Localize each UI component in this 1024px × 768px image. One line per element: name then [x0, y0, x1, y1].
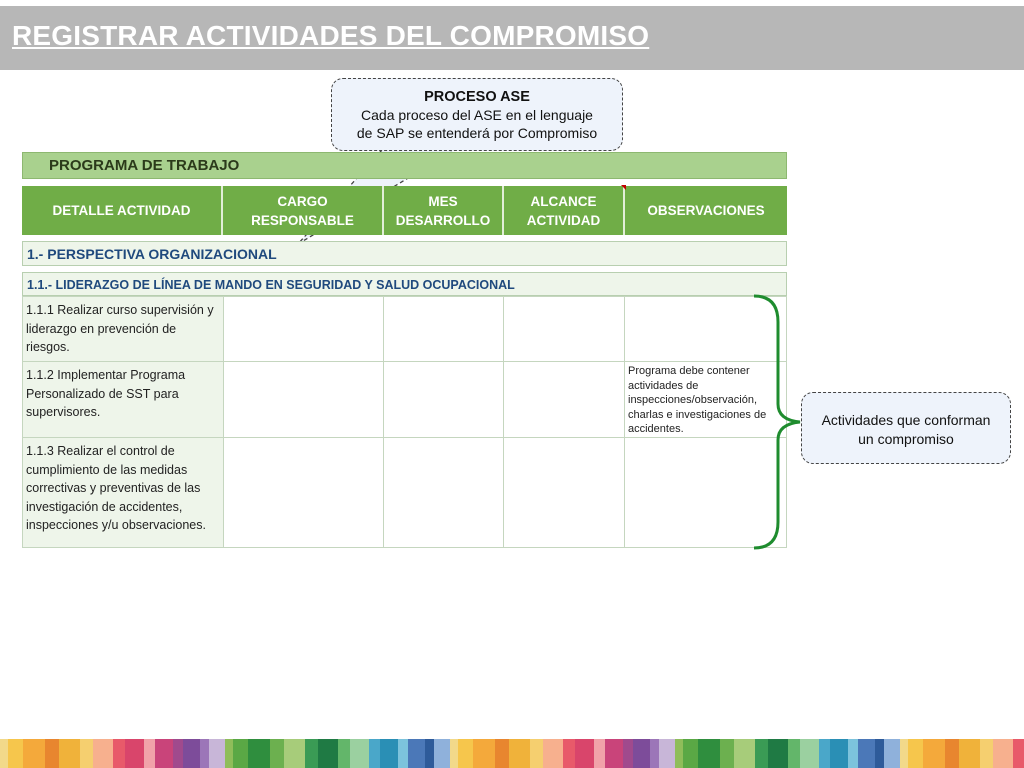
- stripe-segment: [155, 739, 173, 768]
- stripe-segment: [425, 739, 434, 768]
- header-mes: [384, 186, 504, 235]
- stripe-segment: [884, 739, 900, 768]
- stripe-segment: [768, 739, 788, 768]
- activities-table: [22, 296, 787, 548]
- stripe-segment: [980, 739, 993, 768]
- activity-cell[interactable]: 1.1.3 Realizar el control de cumplimiento de las medidas correctivas y preventivas de las investigación de accidentes, inspecciones y/u observaciones.: [23, 438, 224, 548]
- activities-callout-line-2: un compromiso: [858, 431, 954, 447]
- stripe-segment: [530, 739, 543, 768]
- stripe-segment: [1013, 739, 1024, 768]
- activities-callout-line-1: Actividades que conforman: [821, 412, 991, 428]
- stripe-segment: [398, 739, 408, 768]
- header-cargo: [223, 186, 384, 235]
- callout-line-2: de SAP se entenderá por Compromiso: [356, 125, 598, 141]
- stripe-segment: [200, 739, 209, 768]
- stripe-segment: [543, 739, 563, 768]
- right-curly-brace: [750, 292, 806, 554]
- stripe-segment: [633, 739, 650, 768]
- stripe-segment: [683, 739, 698, 768]
- stripe-segment: [698, 739, 720, 768]
- stripe-segment: [173, 739, 183, 768]
- stripe-segment: [819, 739, 830, 768]
- mes-cell[interactable]: [384, 297, 504, 362]
- perspective-row: [22, 241, 787, 266]
- stripe-segment: [720, 739, 734, 768]
- activity-cell[interactable]: 1.1.1 Realizar curso supervisión y liderazgo en prevención de riesgos.: [23, 297, 224, 362]
- table-row: [23, 438, 787, 548]
- stripe-segment: [945, 739, 959, 768]
- stripe-segment: [338, 739, 350, 768]
- stripe-segment: [434, 739, 450, 768]
- cargo-cell[interactable]: [223, 438, 384, 548]
- stripe-segment: [144, 739, 155, 768]
- decorative-color-stripe: [0, 739, 1024, 768]
- page-title: REGISTRAR ACTIVIDADES DEL COMPROMISO: [12, 20, 650, 51]
- stripe-segment: [875, 739, 884, 768]
- stripe-segment: [125, 739, 144, 768]
- stripe-segment: [369, 739, 380, 768]
- cargo-cell[interactable]: [223, 297, 384, 362]
- perspective-label: 1.- PERSPECTIVA ORGANIZACIONAL: [27, 246, 277, 262]
- activity-cell[interactable]: 1.1.2 Implementar Programa Personalizado de SST para supervisores.: [23, 362, 224, 438]
- header-observaciones: OBSERVACIONES: [647, 203, 765, 218]
- stripe-segment: [509, 739, 530, 768]
- stripe-segment: [830, 739, 848, 768]
- stripe-segment: [225, 739, 233, 768]
- header-alcance-line2: ACTIVIDAD: [526, 212, 601, 228]
- stripe-segment: [233, 739, 248, 768]
- stripe-segment: [495, 739, 509, 768]
- header-cargo-line2: RESPONSABLE: [251, 212, 354, 228]
- activities-callout: [801, 392, 1011, 464]
- stripe-segment: [900, 739, 908, 768]
- observation-cell[interactable]: Programa debe contener actividades de inspecciones/observación, charlas e investigaciones de accidentes.: [625, 362, 787, 438]
- stripe-segment: [959, 739, 980, 768]
- stripe-segment: [350, 739, 369, 768]
- stripe-segment: [380, 739, 398, 768]
- comment-marker-icon: [621, 185, 626, 190]
- mes-cell[interactable]: [384, 362, 504, 438]
- stripe-segment: [318, 739, 338, 768]
- stripe-segment: [923, 739, 945, 768]
- callout-heading: PROCESO ASE: [424, 89, 530, 105]
- stripe-segment: [800, 739, 819, 768]
- stripe-segment: [563, 739, 575, 768]
- callout-line-1: Cada proceso del ASE en el lenguaje: [361, 107, 593, 123]
- stripe-segment: [93, 739, 113, 768]
- alcance-cell[interactable]: [504, 297, 625, 362]
- stripe-segment: [848, 739, 858, 768]
- program-title-row: [22, 152, 787, 179]
- stripe-segment: [755, 739, 768, 768]
- stripe-segment: [8, 739, 23, 768]
- stripe-segment: [659, 739, 675, 768]
- stripe-segment: [408, 739, 425, 768]
- stripe-segment: [284, 739, 305, 768]
- stripe-segment: [908, 739, 923, 768]
- stripe-segment: [23, 739, 45, 768]
- stripe-segment: [650, 739, 659, 768]
- stripe-segment: [858, 739, 875, 768]
- stripe-segment: [113, 739, 125, 768]
- stripe-segment: [450, 739, 458, 768]
- mes-cell[interactable]: [384, 438, 504, 548]
- table-row: [23, 297, 787, 362]
- stripe-segment: [305, 739, 318, 768]
- stripe-segment: [575, 739, 594, 768]
- stripe-segment: [594, 739, 605, 768]
- stripe-segment: [788, 739, 800, 768]
- header-mes-line2: DESARROLLO: [395, 212, 491, 228]
- stripe-segment: [248, 739, 270, 768]
- header-cargo-line1: CARGO: [277, 193, 328, 209]
- subsection-label: 1.1.- LIDERAZGO DE LÍNEA DE MANDO EN SEGURIDAD Y SALUD OCUPACIONAL: [27, 278, 515, 292]
- stripe-segment: [605, 739, 623, 768]
- alcance-cell[interactable]: [504, 362, 625, 438]
- stripe-segment: [80, 739, 93, 768]
- stripe-segment: [45, 739, 59, 768]
- stripe-segment: [623, 739, 633, 768]
- stripe-segment: [993, 739, 1013, 768]
- stripe-segment: [209, 739, 225, 768]
- program-title: PROGRAMA DE TRABAJO: [49, 157, 240, 174]
- header-alcance-line1: ALCANCE: [530, 193, 597, 209]
- stripe-segment: [734, 739, 755, 768]
- stripe-segment: [458, 739, 473, 768]
- stripe-segment: [270, 739, 284, 768]
- subsection-row: [22, 272, 787, 296]
- stripe-segment: [0, 739, 8, 768]
- table-row: [23, 362, 787, 438]
- stripe-segment: [473, 739, 495, 768]
- proceso-ase-callout: [331, 78, 623, 151]
- header-detalle: DETALLE ACTIVIDAD: [22, 186, 223, 235]
- stripe-segment: [183, 739, 200, 768]
- alcance-cell[interactable]: [504, 438, 625, 548]
- stripe-segment: [675, 739, 683, 768]
- header-mes-line1: MES: [428, 193, 458, 209]
- header-alcance: [504, 186, 625, 235]
- stripe-segment: [59, 739, 80, 768]
- header-row: [22, 186, 787, 235]
- cargo-cell[interactable]: [223, 362, 384, 438]
